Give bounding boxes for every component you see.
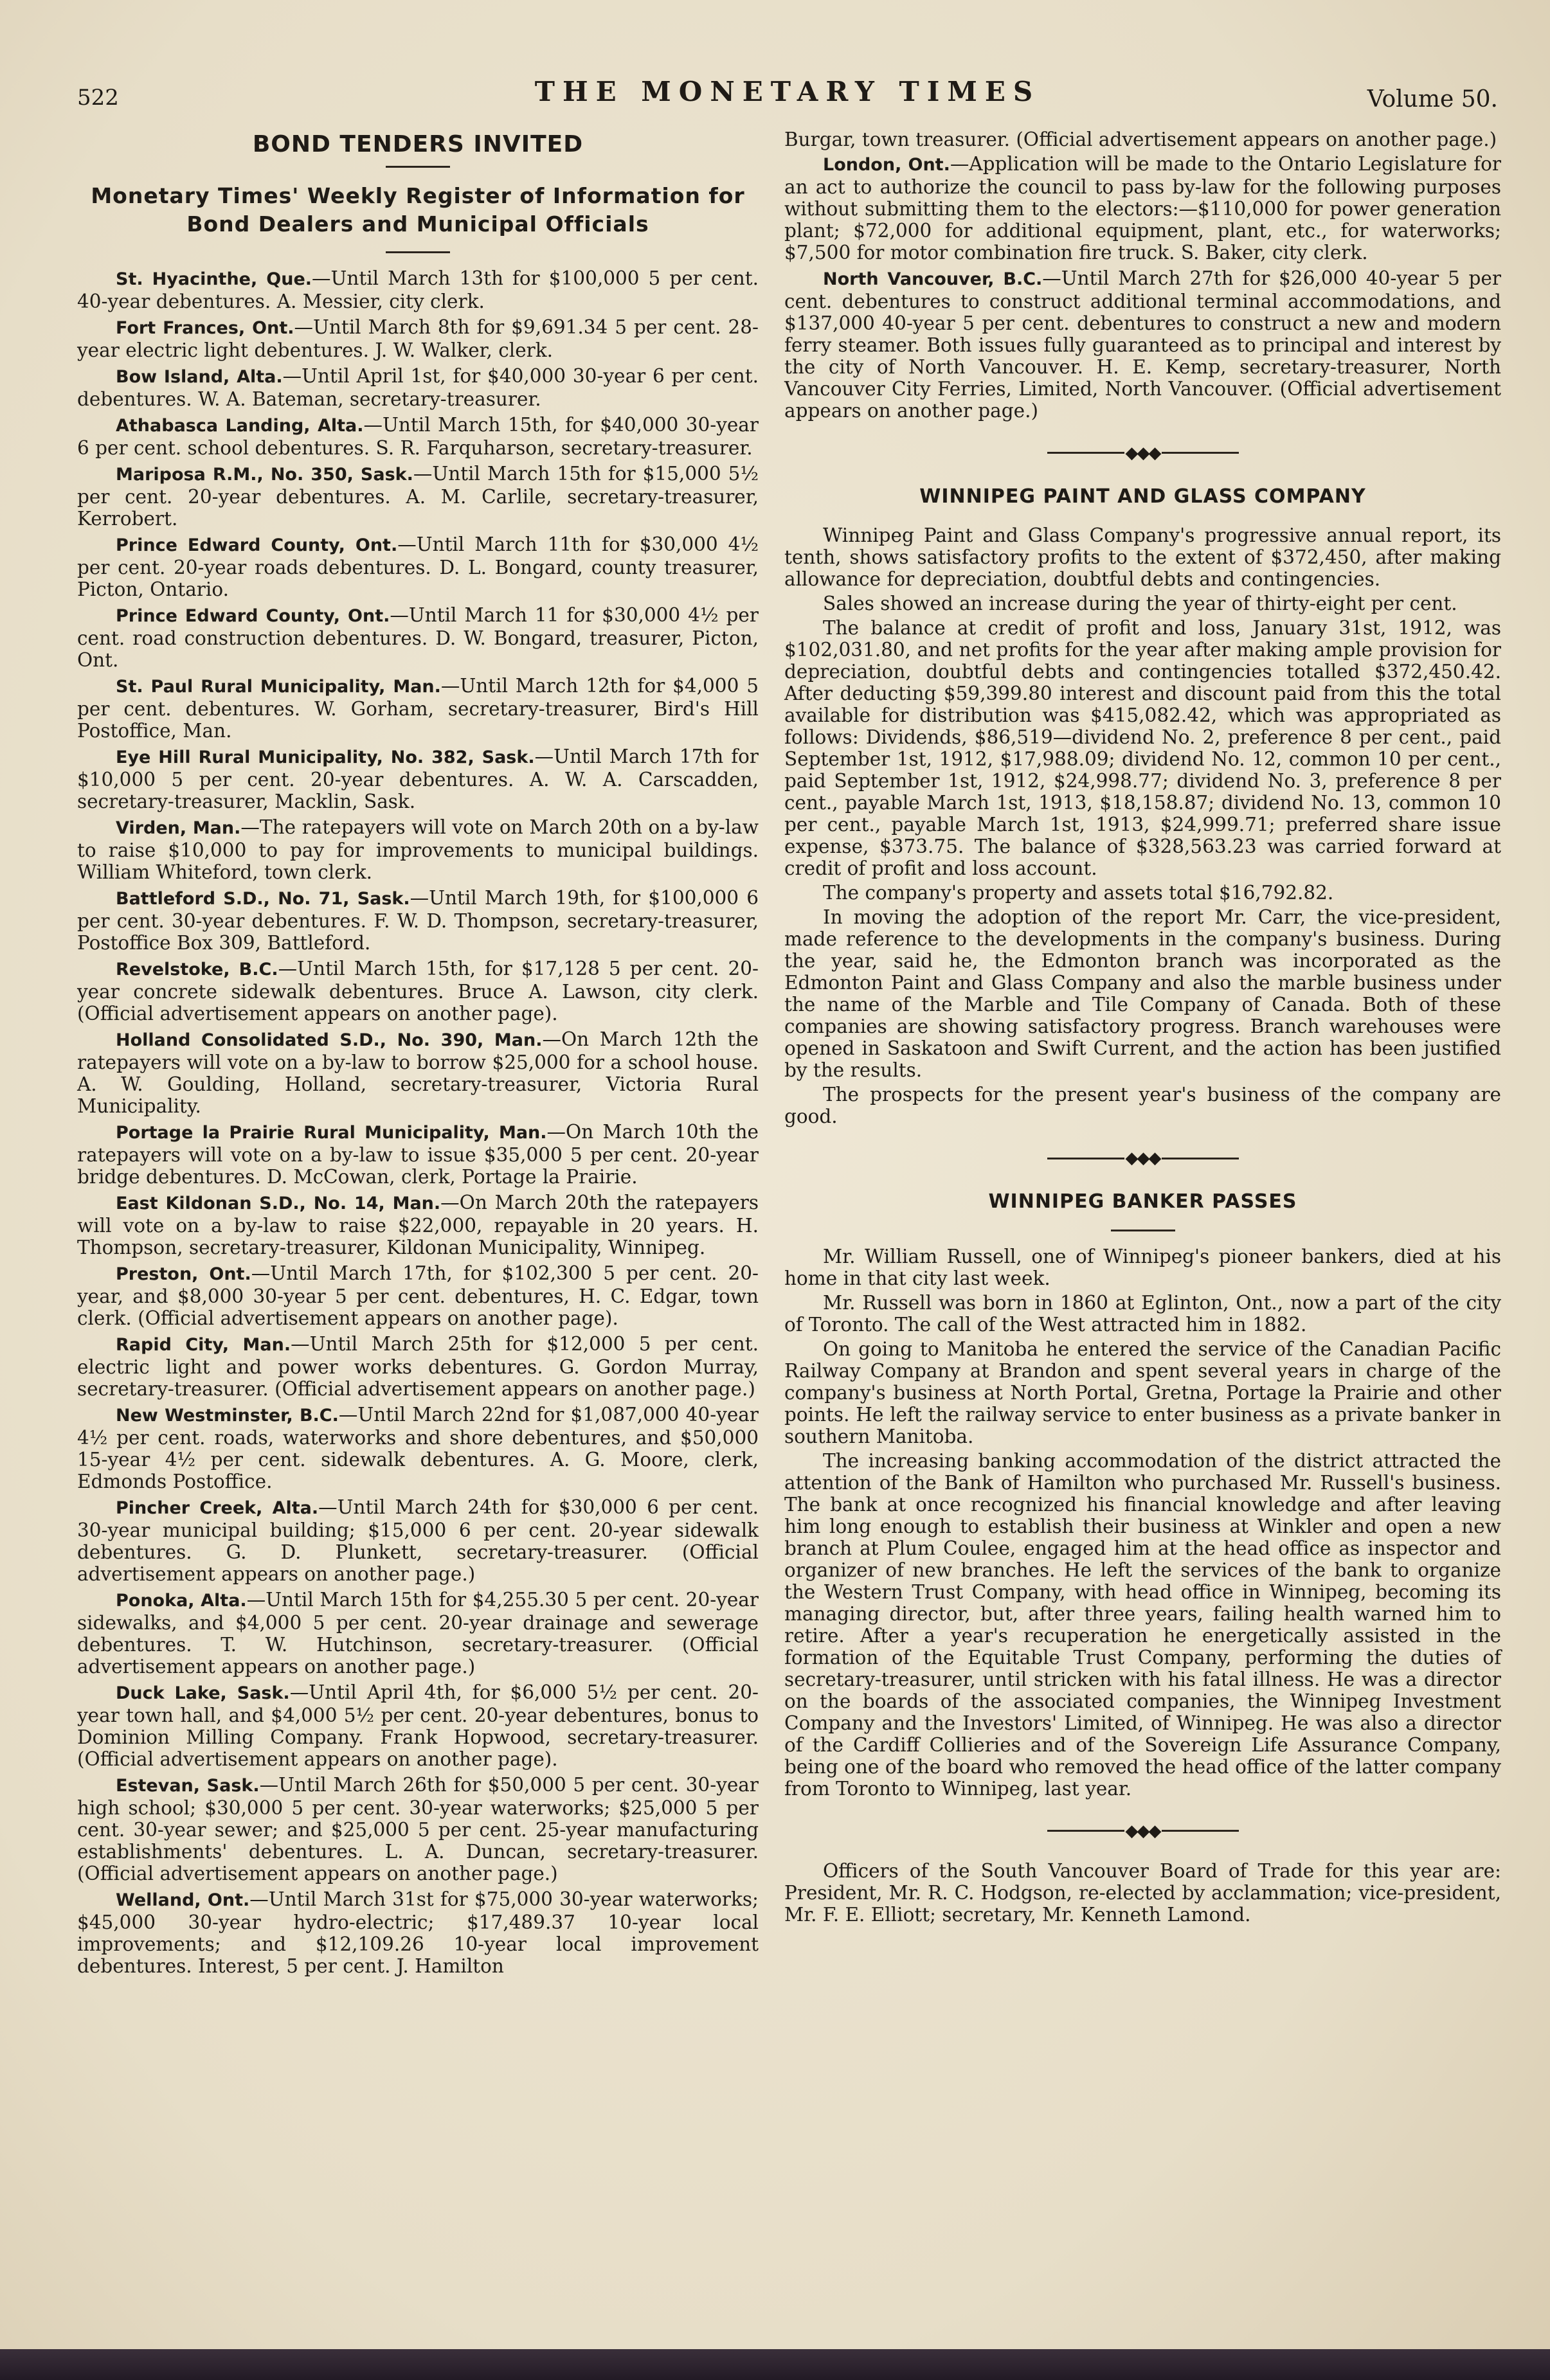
entry-text: —Until March 13th for $100,000 5 per cent. 40-year debentures. A. Messier, city clerk.	[77, 267, 759, 312]
bond-entry	[77, 604, 759, 671]
entry-place: Athabasca Landing, Alta.	[116, 416, 364, 436]
entry-place: Revelstoke, B.C.	[116, 960, 278, 980]
bond-entry	[77, 1262, 759, 1329]
entry-place: New Westminster, B.C.	[116, 1406, 339, 1426]
article-paragraph: Sales showed an increase during the year of thirty-eight per cent.	[823, 592, 1457, 614]
entry-place: Holland Consolidated S.D., No. 390, Man.	[116, 1030, 543, 1050]
entry-place: Eye Hill Rural Municipality, No. 382, Sask.	[116, 747, 535, 767]
section-divider: ◆◆◆	[784, 1819, 1501, 1842]
entry-place: Virden, Man.	[116, 818, 241, 838]
entry-text: —Until March 22nd for $1,087,000 40-year 4½ per cent. roads, waterworks and shore debentures, and $50,000 15-year 4½ per cent. sidewalk debentures. A. G. Moore, clerk, Edmonds Postoffice.	[77, 1404, 759, 1492]
bond-entry	[77, 1028, 759, 1117]
bond-entry	[784, 267, 1501, 422]
entry-text: —Application will be made to the Ontario Legislature for an act to authorize the council to pass by-law for the following purposes without submitting them to the electors:—$110,000 for power generation plant; $72,000 for additional equipment, plant, etc., for waterworks; $7,500 for motor combination fire truck. S. Baker, city clerk.	[784, 153, 1501, 264]
bond-entry	[784, 153, 1501, 264]
bond-entry	[77, 958, 759, 1024]
section-divider: ◆◆◆	[784, 441, 1501, 464]
article-paragraph: The company's property and assets total $16,792.82.	[823, 881, 1334, 904]
bond-entry	[77, 887, 759, 954]
title-rule	[386, 166, 450, 168]
bond-entry	[77, 267, 759, 312]
bond-entry	[77, 463, 759, 530]
bond-entry	[77, 1404, 759, 1492]
entry-place: Ponoka, Alta.	[116, 1591, 247, 1611]
volume-label: Volume 50.	[1367, 86, 1498, 112]
entry-place: London, Ont.	[823, 155, 950, 175]
entry-text: —Until March 17th for $10,000 5 per cent. 20-year debentures. A. W. A. Carscadden, secretary-treasurer, Macklin, Sask.	[77, 746, 759, 812]
entry-text: —Until March 26th for $50,000 5 per cent. 30-year high school; $30,000 5 per cent. 30-year waterworks; $25,000 5 per cent. 30-year sewer; and $25,000 5 per cent. 25-year manufacturing establishments' debentures. L. A. Duncan, secretary-treasurer. (Official advertisement appears on another page.)	[77, 1774, 759, 1884]
entry-text: —Until March 19th, for $100,000 6 per cent. 30-year debentures. F. W. D. Thompson, secretary-treasurer, Postoffice Box 309, Battleford.	[77, 887, 759, 954]
entry-place: St. Hyacinthe, Que.	[116, 269, 312, 289]
bond-entry	[77, 746, 759, 812]
bond-entry	[77, 414, 759, 459]
entry-text: —Until March 8th for $9,691.34 5 per cent. 28-year electric light debentures. J. W. Walker, clerk.	[77, 316, 759, 361]
right-column	[784, 129, 1501, 1928]
entry-text: —Until April 4th, for $6,000 5½ per cent. 20-year town hall, and $4,000 5½ per cent. 20-year debentures, bonus to Dominion Milling Company. Frank Hopwood, secretary-treasurer. (Official advertisement appears on another page).	[77, 1681, 759, 1770]
bond-entry	[77, 1192, 759, 1258]
article-paragraph: Mr. Russell was born in 1860 at Eglinton, Ont., now a part of the city of Toronto. The call of the West attracted him in 1882.	[784, 1292, 1501, 1336]
page-bottom-edge	[0, 2349, 1550, 2380]
subtitle-rule	[386, 251, 450, 253]
entry-text: —Until April 1st, for $40,000 30-year 6 per cent. debentures. W. A. Bateman, secretary-treasurer.	[77, 365, 759, 410]
entry-place: Pincher Creek, Alta.	[116, 1498, 319, 1518]
entry-text: —On March 20th the ratepayers will vote on a by-law to raise $22,000, repayable in 20 years. H. Thompson, secretary-treasurer, Kildonan Municipality, Winnipeg.	[77, 1192, 759, 1258]
article-paragraph: Winnipeg Paint and Glass Company's progressive annual report, its tenth, shows satisfactory profits to the extent of $372,450, after making allowance for depreciation, doubtful debts and contingencies.	[784, 524, 1501, 590]
entry-text: —Until March 11 for $30,000 4½ per cent. road construction debentures. D. W. Bongard, treasurer, Picton, Ont.	[77, 604, 759, 671]
bond-entry	[77, 365, 759, 410]
bond-entry	[77, 1589, 759, 1678]
entry-text: —Until March 31st for $75,000 30-year waterworks; $45,000 30-year hydro-electric; $17,489.37 10-year local improvements; and $12,109.26 10-year local improvement debentures. Interest, 5 per cent. J. Hamilton	[77, 1888, 759, 1977]
bond-entry	[77, 1774, 759, 1884]
article-paragraph: The balance at credit of profit and loss, January 31st, 1912, was $102,031.80, and net profits for the year after making ample provision for depreciation, doubtful debts and contingencies totalled $372,450.42. After deducting $59,399.80 interest and discount paid from this the total available for distribution was $415,082.42, which was appropriated as follows: Dividends, $86,519—dividend No. 2, preference 8 per cent., paid September 1st, 1912, $17,988.09; dividend No. 12, common 10 per cent., paid September 1st, 1912, $24,998.77; dividend No. 3, preference 8 per cent., payable March 1st, 1913, $18,158.87; dividend No. 13, common 10 per cent., payable March 1st, 1913, $24,999.71; preferred share issue expense, $373.75. The balance of $328,563.23 was carried forward at credit of profit and loss account.	[784, 616, 1501, 879]
entry-place: Duck Lake, Sask.	[116, 1683, 290, 1703]
bond-entry	[77, 1681, 759, 1770]
paint-company-title: WINNIPEG PAINT AND GLASS COMPANY	[919, 485, 1366, 508]
page-number: 522	[77, 85, 119, 111]
entry-text: —Until March 15th for $4,255.30 5 per cent. 20-year sidewalks, and $4,000 5 per cent. 20-year drainage and sewerage debentures. T. W. Hutchinson, secretary-treasurer. (Official advertisement appears on another page.)	[77, 1589, 759, 1678]
bond-entry	[77, 816, 759, 883]
entry-place: East Kildonan S.D., No. 14, Man.	[116, 1194, 441, 1213]
bond-entry	[77, 533, 759, 600]
register-subtitle-line2: Bond Dealers and Municipal Officials	[186, 211, 649, 237]
bond-entry	[77, 1121, 759, 1188]
entry-place: North Vancouver, B.C.	[823, 269, 1043, 289]
entry-text: —Until March 15th, for $17,128 5 per cent. 20-year concrete sidewalk debentures. Bruce A. Lawson, city clerk. (Official advertisement appears on another page).	[77, 958, 759, 1024]
article-paragraph: The increasing banking accommodation of the district attracted the attention of the Bank of Hamilton who purchased Mr. Russell's business. The bank at once recognized his financial knowledge and after leaving him long enough to establish their business at Winkler and open a new branch at Plum Coulee, engaged him at the head office as inspector and organizer of new branches. He left the services of the bank to organize the Western Trust Company, with head office in Winnipeg, becoming its managing director, but, after three years, failing health warned him to retire. After a year's recuperation he energetically assisted in the formation of the Equitable Trust Company, performing the duties of secretary-treasurer, until stricken with his fatal illness. He was a director on the boards of the associated companies, the Winnipeg Investment Company and the Investors' Limited, of Winnipeg. He was also a director of the Cardiff Collieries and of the Sovereign Life Assurance Company, being one of the board who removed the head office of the latter company from Toronto to Winnipeg, last year.	[784, 1450, 1501, 1800]
entry-text: —Until March 11th for $30,000 4½ per cent. 20-year roads debentures. D. L. Bongard, county treasurer, Picton, Ontario.	[77, 533, 759, 600]
entry-place: St. Paul Rural Municipality, Man.	[116, 677, 441, 697]
entry-text: —On March 10th the ratepayers will vote on a by-law to issue $35,000 5 per cent. 20-year bridge debentures. D. McCowan, clerk, Portage la Prairie.	[77, 1121, 759, 1188]
entry-place: Portage la Prairie Rural Municipality, Man.	[116, 1123, 547, 1143]
entry-text: —Until March 15th, for $40,000 30-year 6 per cent. school debentures. S. R. Farquharson, secretary-treasurer.	[77, 414, 759, 459]
entry-place: Battleford S.D., No. 71, Sask.	[116, 889, 410, 909]
officers-paragraph: Officers of the South Vancouver Board of Trade for this year are: President, Mr. R. C. Hodgson, re-elected by acclammation; vice-president, Mr. F. E. Elliott; secretary, Mr. Kenneth Lamond.	[784, 1859, 1501, 1926]
entry-text: —Until March 25th for $12,000 5 per cent. electric light and power works debentures. G. Gordon Murray, secretary-treasurer. (Official advertisement appears on another page.)	[77, 1333, 759, 1400]
article-paragraph: In moving the adoption of the report Mr. Carr, the vice-president, made reference to the developments in the company's business. During the year, said he, the Edmonton branch was incorporated as the Edmonton Paint and Glass Company and also the marble business under the name of the Marble and Tile Company of Canada. Both of these companies are showing satisfactory progress. Branch warehouses were opened in Saskatoon and Swift Current, and the action has been justified by the results.	[784, 906, 1501, 1081]
article-paragraph: The prospects for the present year's business of the company are good.	[784, 1083, 1501, 1127]
entry-place: Prince Edward County, Ont.	[116, 535, 398, 555]
bond-tenders-title: BOND TENDERS INVITED	[252, 131, 584, 157]
entry-place: Preston, Ont.	[116, 1264, 251, 1284]
title-rule	[1111, 1230, 1175, 1231]
bond-entry	[77, 1496, 759, 1585]
entry-text: —Until March 24th for $30,000 6 per cent. 30-year municipal building; $15,000 6 per cent. 20-year sidewalk debentures. G. D. Plunkett, secretary-treasurer. (Official advertisement appears on another page.)	[77, 1496, 759, 1585]
bond-entry	[77, 1333, 759, 1400]
bond-entry	[77, 316, 759, 361]
left-column	[77, 129, 759, 1981]
bond-entry	[77, 675, 759, 742]
page-header	[77, 76, 1498, 127]
article-paragraph: On going to Manitoba he entered the service of the Canadian Pacific Railway Company at Brandon and spent several years in charge of the company's business at North Portal, Gretna, Portage la Prairie and other points. He left the railway service to enter business as a private banker in southern Manitoba.	[784, 1338, 1501, 1447]
continued-entry-text: Burgar, town treasurer. (Official advertisement appears on another page.)	[784, 129, 1497, 150]
bond-entry	[77, 1888, 759, 1977]
entry-place: Mariposa R.M., No. 350, Sask.	[116, 465, 413, 485]
banker-passes-title: WINNIPEG BANKER PASSES	[988, 1190, 1297, 1213]
article-paragraph: Mr. William Russell, one of Winnipeg's pioneer bankers, died at his home in that city last week.	[784, 1246, 1501, 1289]
entry-place: Bow Island, Alta.	[116, 367, 283, 387]
entry-text: —Until March 17th, for $102,300 5 per cent. 20-year, and $8,000 30-year 5 per cent. debentures, H. C. Edgar, town clerk. (Official advertisement appears on another page).	[77, 1262, 759, 1329]
register-subtitle-line1: Monetary Times' Weekly Register of Information for	[91, 183, 745, 208]
section-divider: ◆◆◆	[784, 1147, 1501, 1170]
entry-text: —The ratepayers will vote on March 20th on a by-law to raise $10,000 to pay for improvements to municipal buildings. William Whiteford, town clerk.	[77, 816, 759, 883]
entry-text: —Until March 27th for $26,000 40-year 5 per cent. debentures to construct additional terminal accommodations, and $137,000 40-year 5 per cent. debentures to construct a new and modern ferry steamer. Both issues fully guaranteed as to principal and interest by the city of North Vancouver. H. E. Kemp, secretary-treasurer, North Vancouver City Ferries, Limited, North Vancouver. (Official advertisement appears on another page.)	[784, 267, 1501, 422]
entry-text: —On March 12th the ratepayers will vote on a by-law to borrow $25,000 for a school house. A. W. Goulding, Holland, secretary-treasurer, Victoria Rural Municipality.	[77, 1028, 759, 1117]
entry-place: Welland, Ont.	[116, 1890, 250, 1910]
entry-text: —Until March 15th for $15,000 5½ per cent. 20-year debentures. A. M. Carlile, secretary-treasurer, Kerrobert.	[77, 463, 759, 530]
entry-place: Rapid City, Man.	[116, 1335, 291, 1355]
register-subtitle	[77, 182, 759, 238]
entry-text: —Until March 12th for $4,000 5 per cent. debentures. W. Gorham, secretary-treasurer, Bird's Hill Postoffice, Man.	[77, 675, 759, 742]
masthead-title: THE MONETARY TIMES	[534, 76, 1041, 107]
entry-place: Fort Frances, Ont.	[116, 318, 294, 338]
entry-place: Prince Edward County, Ont.	[116, 606, 390, 626]
entry-place: Estevan, Sask.	[116, 1776, 260, 1796]
